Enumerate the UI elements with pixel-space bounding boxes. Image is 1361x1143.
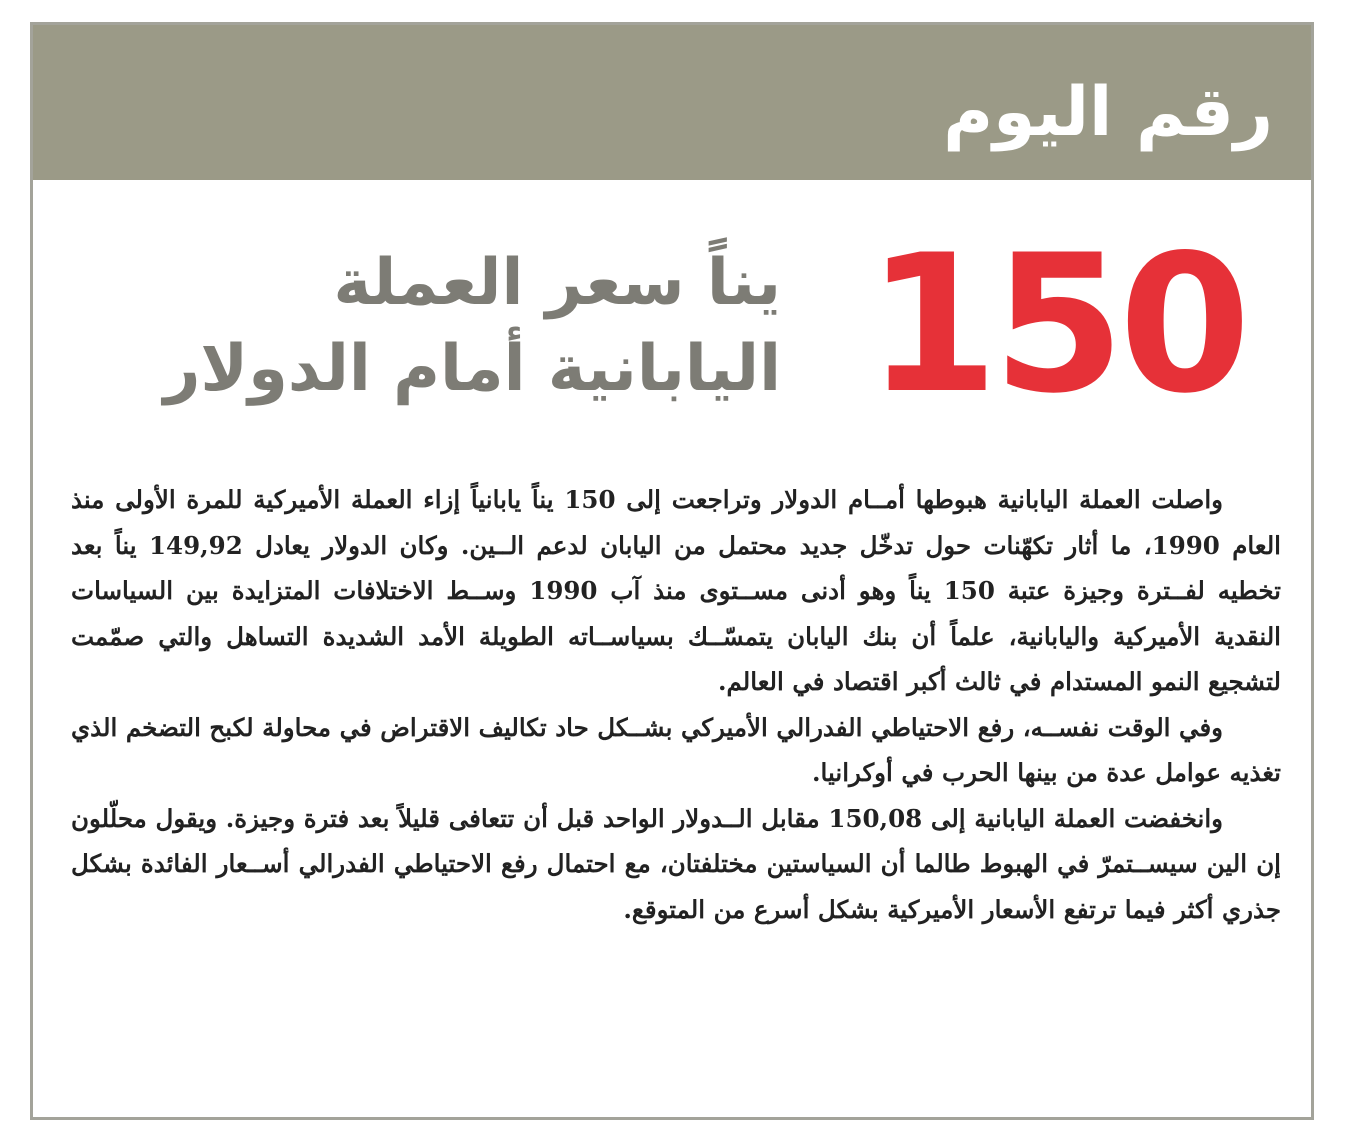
daily-number-box	[30, 22, 1314, 1120]
headline	[81, 240, 781, 412]
featured-number: 150	[866, 214, 1245, 435]
article-body	[71, 477, 1281, 932]
article-paragraph-2: وفي الوقت نفســه، رفع الاحتياطي الفدرالي الأميركي بشــكل حاد تكاليف الاقتراض في محاولة لكبح التضخم الذي تغذيه عوامل عدة من بينها الحرب في أوكرانيا.	[71, 712, 1281, 787]
article-paragraph-1: واصلت العملة اليابانية هبوطها أمــام الدولار وتراجعت إلى 150 يناً يابانياً إزاء العملة الأميركية للمرة الأولى منذ العام 1990، ما أثار تكهّنات حول تدخّل جديد محتمل من اليابان لدعم الــين. وكان الدولار يعادل 149,92 يناً بعد تخطيه لفــترة وجيزة عتبة 150 يناً وهو أدنى مســتوى منذ آب 1990 وســط الاختلافات المتزايدة بين السياسات النقدية الأميركية واليابانية، علماً أن بنك اليابان يتمسّــك بسياســاته الطويلة الأمد الشديدة التساهل والتي صمّمت لتشجيع النمو المستدام في ثالث أكبر اقتصاد في العالم.	[71, 485, 1282, 696]
header-band	[33, 25, 1311, 180]
headline-line-2: اليابانية أمام الدولار	[163, 332, 781, 406]
section-title: رقم اليوم	[943, 73, 1273, 152]
article-paragraph-3: وانخفضت العملة اليابانية إلى 150,08 مقابل الــدولار الواحد قبل أن تتعافى قليلاً بعد فترة وجيزة. ويقول محلّلون إن الين سيســتمرّ في الهبوط طالما أن السياستين مختلفتان، مع احتمال رفع الاحتياطي الفدرالي أســعار الفائدة بشكل جذري أكثر فيما ترتفع الأسعار الأميركية بشكل أسرع من المتوقع.	[71, 803, 1281, 924]
headline-line-1: يناً سعر العملة	[333, 246, 781, 320]
